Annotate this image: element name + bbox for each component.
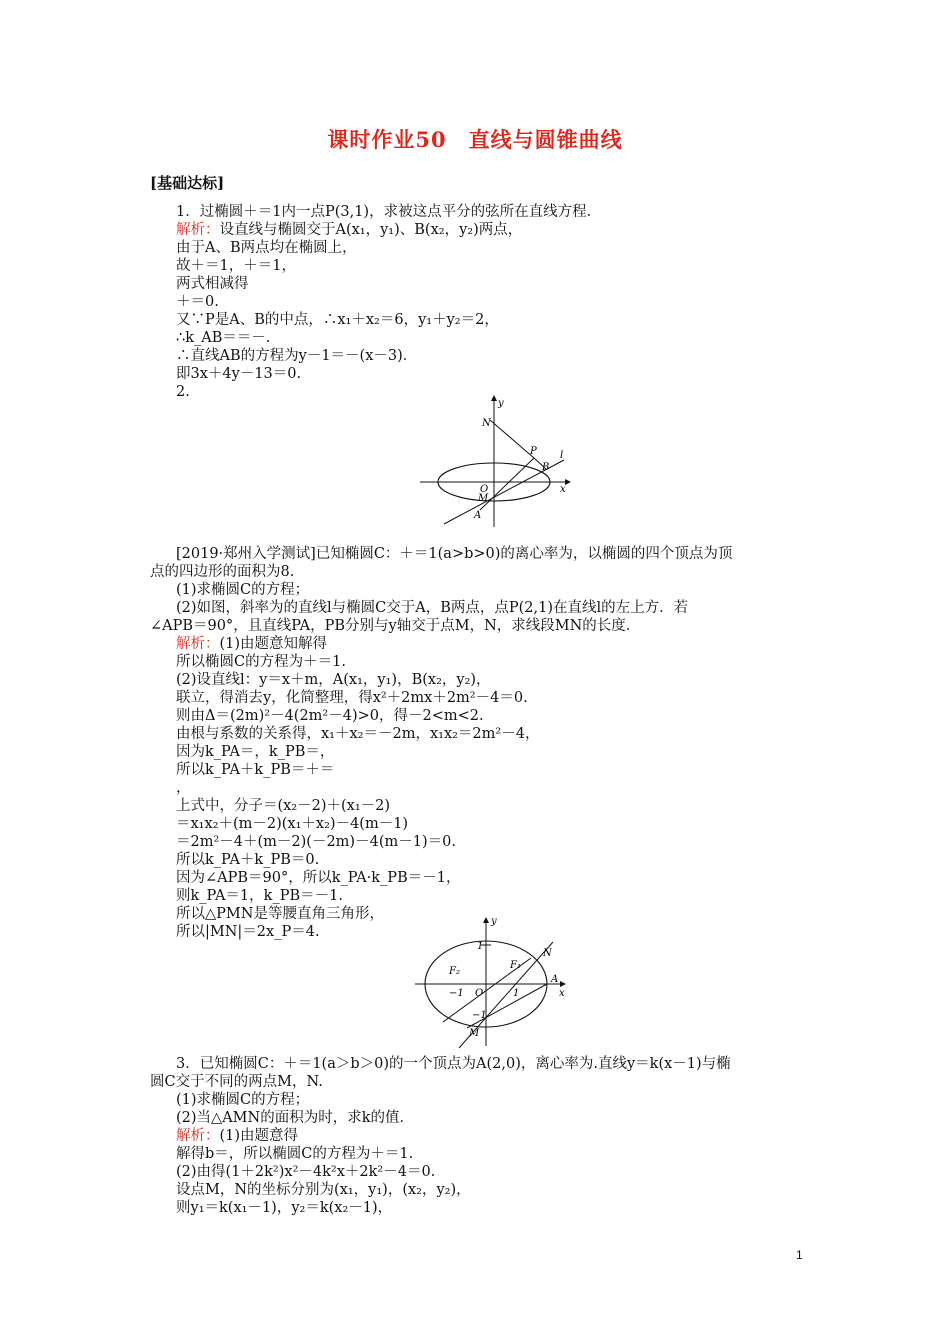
problem-2-line: 因为k_PA＝，k_PB＝， <box>176 744 335 760</box>
problem-3-line: (2)当△AMN的面积为时，求k的值． <box>176 1110 414 1126</box>
problem-2-line: 联立，得消去y，化简整理，得x²＋2mx＋2m²－4＝0. <box>176 690 528 706</box>
label-neg1-y: −1 <box>472 1010 487 1021</box>
problem-2-line: ∠APB＝90°，且直线PA，PB分别与y轴交于点M，N，求线段MN的长度． <box>150 618 641 634</box>
solution-label: 解析： <box>176 636 220 652</box>
solution-label: 解析： <box>176 1128 220 1144</box>
problem-1-line: 两式相减得 <box>176 276 249 292</box>
problem-1-line: ∴直线AB的方程为y－1＝－(x－3)． <box>176 348 418 364</box>
label-f1: F₁ <box>510 960 521 971</box>
section-heading: [基础达标] <box>150 174 225 192</box>
problem-3-line: 则y₁＝k(x₁－1)，y₂＝k(x₂－1)， <box>176 1200 393 1216</box>
problem-2-line: ＝2m²－4＋(m－2)(－2m)－4(m－1)＝0. <box>176 834 456 850</box>
problem-3-line: 设点M，N的坐标分别为(x₁，y₁)，(x₂，y₂)， <box>176 1182 471 1198</box>
label-f2: F₂ <box>449 966 460 977</box>
label-y: y <box>491 916 497 927</box>
label-p: P <box>530 446 537 457</box>
label-x: x <box>560 484 566 495</box>
problem-2-number: 2. <box>176 384 190 400</box>
label-x: x <box>559 988 565 999</box>
problem-1-line: ＋＝0. <box>176 294 219 310</box>
label-1-x: 1 <box>513 988 520 999</box>
figure-ellipse-1 <box>420 392 580 532</box>
problem-2-line: 所以|MN|＝2x_P＝4. <box>176 924 320 940</box>
solution-text: 设直线与椭圆交于A(x₁，y₁)、B(x₂，y₂)两点， <box>219 222 523 238</box>
problem-2-statement: [2019·郑州入学测试]已知椭圆C：＋＝1(a>b>0)的离心率为，以椭圆的四个顶点为顶 <box>176 546 733 562</box>
problem-2-line: (1)求椭圆C的方程； <box>176 582 310 598</box>
solution-label: 解析： <box>176 222 220 238</box>
problem-2-line: (2)设直线l：y＝x＋m，A(x₁，y₁)，B(x₂，y₂)， <box>176 672 491 688</box>
problem-1-line: 故＋＝1，＋＝1， <box>176 258 296 274</box>
label-a: A <box>474 510 482 521</box>
problem-3-statement: 圆C交于不同的两点M，N. <box>150 1074 323 1090</box>
figure-ellipse-2 <box>415 912 575 1052</box>
problem-2-line: 所以△PMN是等腰直角三角形， <box>176 906 384 922</box>
problem-2-line: 所以k_PA＋k_PB＝0. <box>176 852 320 868</box>
label-m: M <box>469 1028 480 1039</box>
problem-3-line <box>176 1127 298 1145</box>
problem-1-line: ∴k_AB＝＝－. <box>176 330 271 346</box>
label-y: y <box>498 398 504 409</box>
label-1: 1 <box>477 941 484 952</box>
problem-2-line: ， <box>176 780 191 796</box>
problem-2-line: 因为∠APB＝90°，所以k_PA·k_PB＝－1， <box>176 870 461 886</box>
label-neg1-x: −1 <box>449 988 464 999</box>
problem-1-line <box>176 221 522 239</box>
label-b: B <box>542 462 550 473</box>
problem-2-line: 所以k_PA＋k_PB＝＋＝ <box>176 762 335 778</box>
problem-2-statement: 点的四边形的面积为8. <box>150 564 295 580</box>
label-m: M <box>478 493 489 504</box>
problem-3-line: (2)由得(1＋2k²)x²－4k²x＋2k²－4＝0. <box>176 1164 436 1180</box>
problem-2-line: 则k_PA＝1，k_PB＝－1. <box>176 888 343 904</box>
label-n: N <box>543 948 552 959</box>
problem-1-statement: 1．过椭圆＋＝1内一点P(3,1)，求被这点平分的弦所在直线方程． <box>176 204 602 220</box>
problem-2-line: 所以椭圆C的方程为＋＝1. <box>176 654 346 670</box>
problem-3-statement: 3．已知椭圆C：＋＝1(a＞b＞0)的一个顶点为A(2,0)，离心率为.直线y＝k(x－1)与椭 <box>176 1056 731 1072</box>
problem-1-line: 由于A、B两点均在椭圆上， <box>176 240 357 256</box>
line-pn <box>490 420 534 458</box>
page-number: 1 <box>796 1248 803 1262</box>
solution-text: (1)由题意知解得 <box>219 636 328 652</box>
problem-2-line: (2)如图，斜率为的直线l与椭圆C交于A，B两点，点P(2,1)在直线l的左上方．若 <box>176 600 689 616</box>
label-o: O <box>480 484 489 495</box>
problem-2-line <box>176 635 327 653</box>
problem-1-line: 即3x＋4y－13＝0. <box>176 366 302 382</box>
problem-3-line: (1)求椭圆C的方程； <box>176 1092 310 1108</box>
problem-2-line: 则由Δ＝(2m)²－4(2m²－4)>0，得－2<m<2. <box>176 708 484 724</box>
problem-2-line: 上式中，分子＝(x₂－2)＋(x₁－2) <box>176 798 391 814</box>
problem-2-line: 由根与系数的关系得，x₁＋x₂＝－2m，x₁x₂＝2m²－4， <box>176 726 540 742</box>
label-l: l <box>560 450 564 461</box>
label-n: N <box>482 418 491 429</box>
problem-2-line: ＝x₁x₂＋(m－2)(x₁＋x₂)－4(m－1) <box>176 816 409 832</box>
solution-text: (1)由题意得 <box>219 1128 299 1144</box>
problem-1-line: 又∵P是A、B的中点，∴x₁＋x₂＝6，y₁＋y₂＝2， <box>176 312 499 328</box>
problem-3-line: 解得b＝，所以椭圆C的方程为＋＝1. <box>176 1146 414 1162</box>
label-o: O <box>475 988 484 999</box>
label-a: A <box>551 974 559 985</box>
page-title: 课时作业50 直线与圆锥曲线 <box>327 127 623 152</box>
